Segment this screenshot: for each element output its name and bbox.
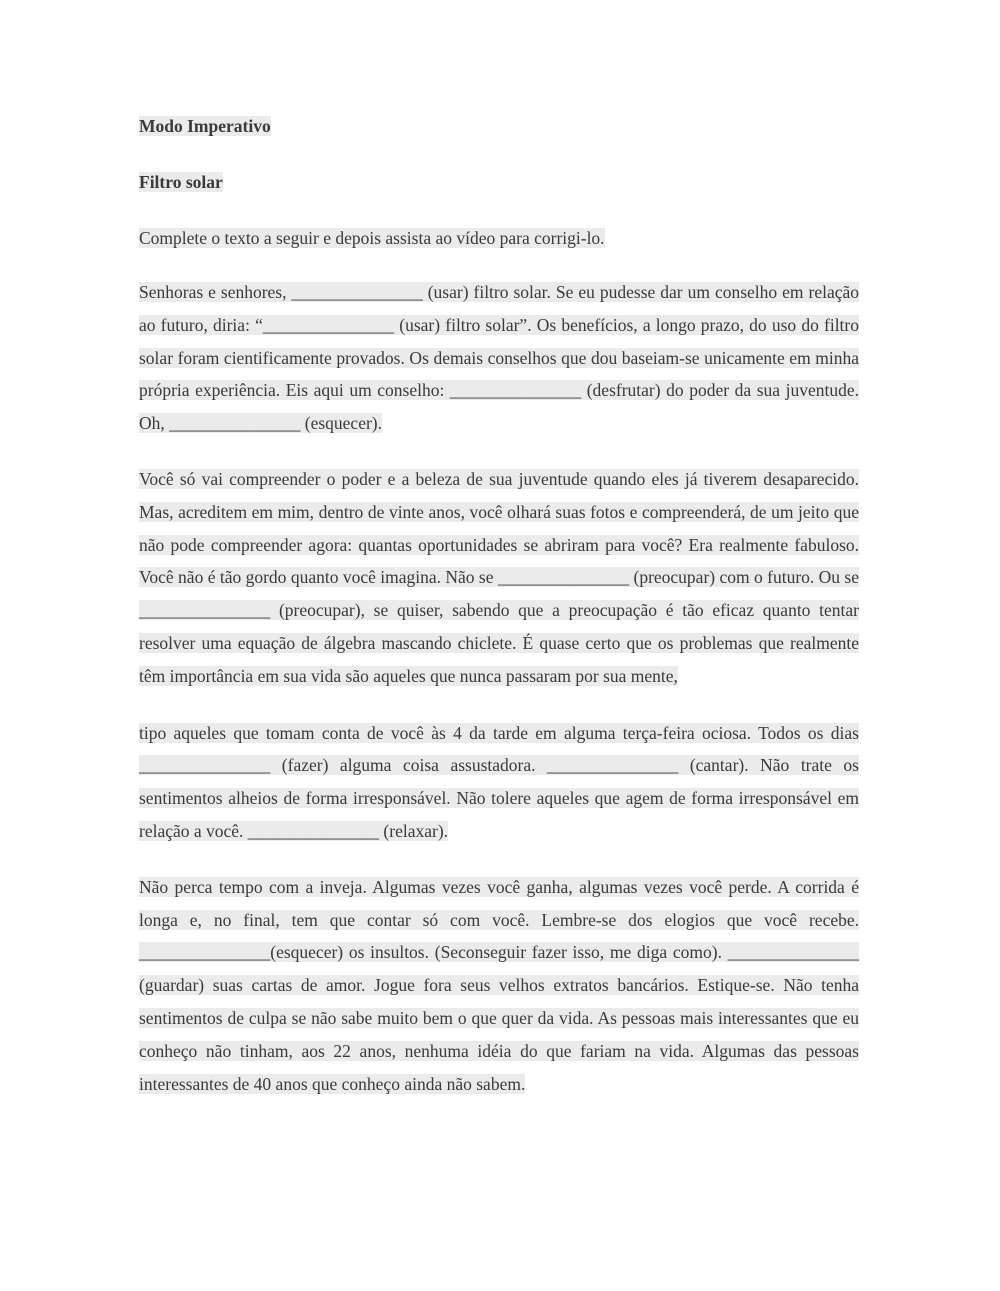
instruction-text	[139, 224, 859, 252]
paragraph-3	[139, 717, 859, 848]
paragraph-3-text: tipo aqueles que tomam conta de você às 4 da tarde em alguma terça-feira ociosa. Todos os dias _______________ (fazer) alguma coisa assustadora. _______________ (cantar). Não trate os sentimentos alheios de forma irresponsável. Não tolere aqueles que agem de forma irresponsável em relação a você. _______________ (relaxar).	[139, 722, 859, 841]
document-subtitle	[139, 168, 859, 196]
paragraph-1-text: Senhoras e senhores, _______________ (usar) filtro solar. Se eu pudesse dar um conselho em relação ao futuro, diria: “_______________ (usar) filtro solar”. Os benefícios, a longo prazo, do uso do filtro solar foram cientificamente provados. Os demais conselhos que dou baseiam-se unicamente em minha própria experiência. Eis aqui um conselho: _______________ (desfrutar) do poder da sua juventude. Oh, _______________ (esquecer).	[139, 282, 859, 434]
instruction-highlight: Complete o texto a seguir e depois assista ao vídeo para corrigi-lo.	[139, 228, 605, 248]
document-subtitle-text: Filtro solar	[139, 172, 223, 192]
paragraph-2-text: Você só vai compreender o poder e a beleza de sua juventude quando eles já tiverem desaparecido. Mas, acreditem em mim, dentro de vinte anos, você olhará suas fotos e compreenderá, de um jeito que não pode compreender agora: quantas oportunidades se abriram para você? Era realmente fabuloso. Você não é tão gordo quanto você imagina. Não se _______________ (preocupar) com o futuro. Ou se _______________ (preocupar), se quiser, sabendo que a preocupação é tão eficaz quanto tentar resolver uma equação de álgebra mascando chiclete. É quase certo que os problemas que realmente têm importância em sua vida são aqueles que nunca passaram por sua mente,	[139, 468, 859, 686]
paragraph-4	[139, 871, 859, 1101]
paragraph-2	[139, 463, 859, 693]
document-title-text: Modo Imperativo	[139, 116, 271, 136]
document-page	[139, 112, 859, 1100]
paragraph-4-text: Não perca tempo com a inveja. Algumas vezes você ganha, algumas vezes você perde. A corrida é longa e, no final, tem que contar só com você. Lembre-se dos elogios que você recebe. _______________(esquecer) os insultos. (Seconseguir fazer isso, me diga como). _______________ (guardar) suas cartas de amor. Jogue fora seus velhos extratos bancários. Estique-se. Não tenha sentimentos de culpa se não sabe muito bem o que quer da vida. As pessoas mais interessantes que eu conheço não tinham, aos 22 anos, nenhuma idéia do que fariam na vida. Algumas das pessoas interessantes de 40 anos que conheço ainda não sabem.	[139, 876, 859, 1094]
paragraph-1	[139, 276, 859, 440]
document-title	[139, 112, 859, 140]
